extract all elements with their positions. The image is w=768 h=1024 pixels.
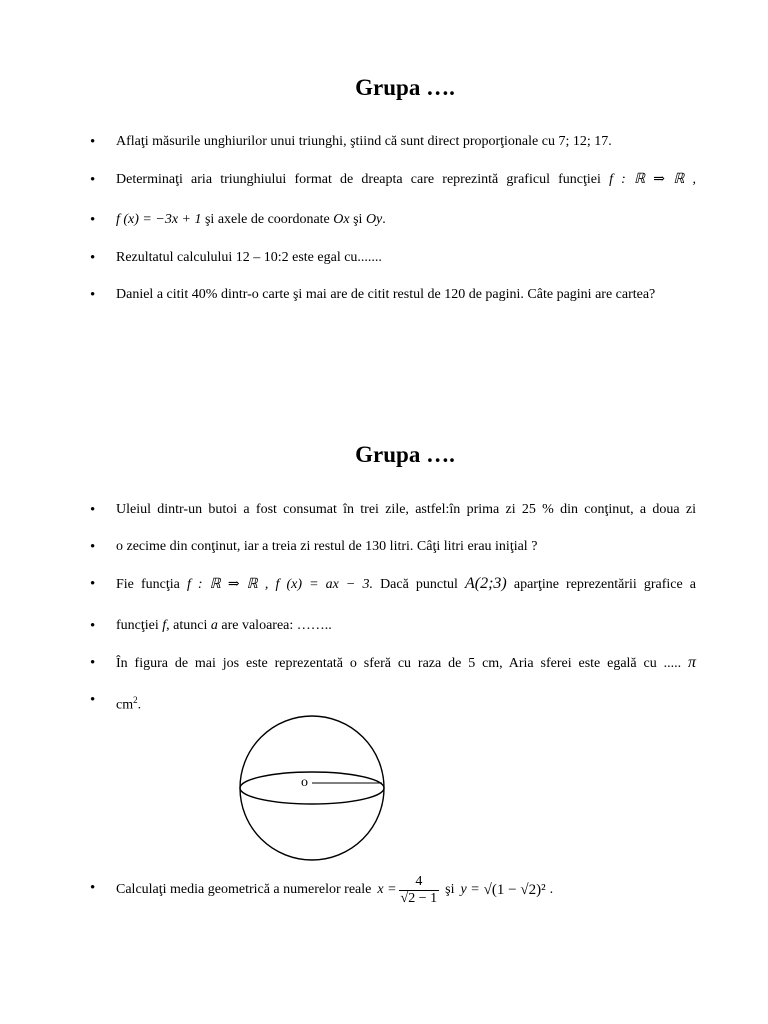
group2-title: Grupa …. xyxy=(355,442,455,467)
item-text: • Daniel a citit 40% dintr-o carte şi mai are de citit restul de 120 de pagini. Câte pagini are cartea? xyxy=(116,287,656,302)
function-def: f : ℝ ⇒ ℝ , xyxy=(186,577,269,592)
item-text-part: În figura de mai jos este reprezentată o sferă cu raza de 5 cm, Aria sferei este egală cu ..... xyxy=(116,656,682,671)
item-text-part: şi xyxy=(353,212,363,227)
sphere-center-label: o xyxy=(301,775,308,790)
item-text-part: şi axele de coordonate xyxy=(204,212,330,227)
function-name: f xyxy=(162,618,167,633)
list-item xyxy=(90,277,696,313)
item-text-part: , atunci xyxy=(166,618,208,633)
variable-x: x = xyxy=(377,882,397,897)
point-a: A(2;3) xyxy=(465,575,507,592)
item-text-part: funcţiei xyxy=(116,618,159,633)
list-item-continuation xyxy=(90,529,696,565)
item-text xyxy=(116,566,696,603)
item-text-part: Fie funcţia xyxy=(116,577,180,592)
item-text-part: Dacă punctul xyxy=(380,577,458,592)
item-text xyxy=(116,608,696,644)
item-text xyxy=(116,162,696,198)
list-item xyxy=(90,162,696,198)
list-item xyxy=(90,240,696,276)
item-text xyxy=(116,645,696,682)
bullet: • xyxy=(90,880,96,896)
unit-cm: cm xyxy=(116,697,134,713)
item-text xyxy=(116,202,696,238)
function-formula: f (x) = −3x + 1 xyxy=(116,212,202,227)
list-item xyxy=(90,124,696,160)
axis-ox: Ox xyxy=(333,212,350,227)
item-text: • Aflaţi măsurile unghiurilor unui triunghi, ştiind că sunt direct proporţionale cu 7; 12; 17. xyxy=(116,134,612,149)
sphere-outline xyxy=(240,716,384,860)
item-text xyxy=(116,866,553,914)
item-text-part: Calculaţi media geometrică a numerelor reale xyxy=(116,882,372,897)
variable-y: y = xyxy=(460,882,480,897)
item-text xyxy=(116,682,696,724)
group1-title: Grupa …. xyxy=(355,75,455,100)
list-item-continuation xyxy=(90,202,696,238)
fraction-x xyxy=(399,874,440,907)
variable-a: a xyxy=(210,618,218,633)
function-def: f : ℝ ⇒ ℝ , xyxy=(609,172,696,187)
item-text-part: . xyxy=(382,212,386,227)
sphere-figure xyxy=(234,706,394,876)
function-formula: f (x) = ax − 3. xyxy=(275,577,373,592)
item-text-part: are valoarea: …….. xyxy=(221,618,332,633)
pi-symbol: π xyxy=(687,654,696,671)
item-text-part: . xyxy=(137,697,142,713)
list-item xyxy=(90,866,696,914)
sphere-equator xyxy=(240,772,384,804)
item-text: • o zecime din conţinut, iar a treia zi restul de 130 litri. Câţi litri erau iniţial ? xyxy=(116,539,538,554)
list-item xyxy=(90,566,696,603)
item-text-part: aparţine reprezentării grafice a xyxy=(513,577,697,592)
item-text: • Uleiul dintr-un butoi a fost consumat în trei zile, astfel:în prima zi 25 % din conţinut, a doua zi xyxy=(116,502,696,517)
fraction-denominator: √2 − 1 xyxy=(400,890,438,906)
root-expression: √(1 − √2)² xyxy=(483,881,546,898)
list-item xyxy=(90,645,696,682)
list-item xyxy=(90,492,696,528)
fraction-numerator: 4 xyxy=(399,874,440,891)
item-text-part: Determinaţi aria triunghiului format de dreapta care reprezintă graficul funcţiei xyxy=(116,172,601,187)
unit-exponent: 2 xyxy=(133,695,138,705)
item-text-part: şi xyxy=(445,882,455,897)
item-text-part: . xyxy=(549,882,554,897)
item-text: • Rezultatul calculului 12 – 10:2 este egal cu....... xyxy=(116,250,382,265)
list-item-continuation xyxy=(90,608,696,644)
axis-oy: Oy xyxy=(365,212,383,227)
